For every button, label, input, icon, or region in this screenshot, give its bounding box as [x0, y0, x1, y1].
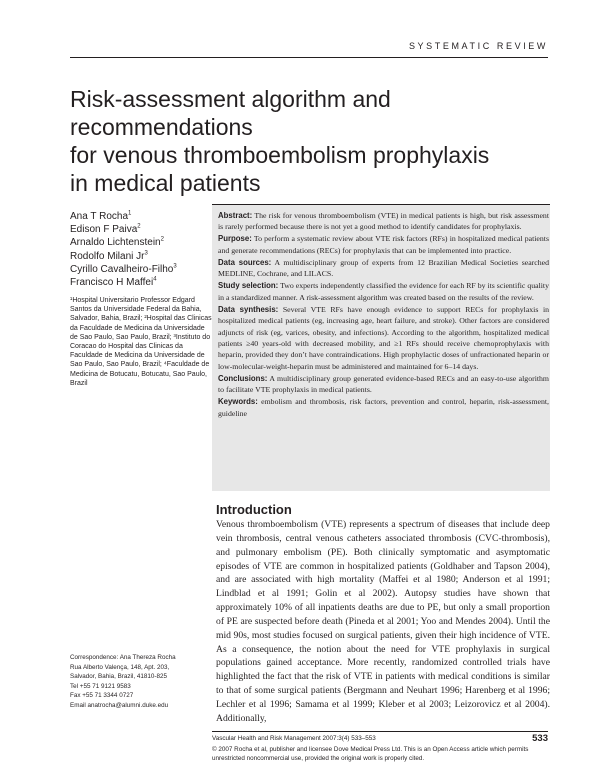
footer-rule	[212, 731, 548, 732]
correspondence-line: Tel +55 71 9121 9583	[70, 682, 131, 690]
author: Francisco H Maffei$^4$	[70, 276, 157, 289]
author: Arnaldo Lichtenstein$^2$	[70, 237, 164, 249]
author: Cyrillo Cavalheiro-Filho$^3$	[70, 263, 177, 275]
correspondence-email[interactable]: Email anatrocha@alumni.duke.edu	[70, 701, 169, 709]
abstract-paragraph: Study selection: Two experts independently classified the evidence for each RF by its scientific quality in a standardized manner. A risk-assessment algorithm was created based on the results of the review.	[218, 281, 549, 302]
correspondence-line: Correspondence: Ana Thereza Rocha	[70, 654, 176, 661]
section-heading: Introduction	[216, 502, 292, 517]
author: Ana T Rocha$^1$	[70, 210, 132, 222]
author-list	[70, 210, 210, 289]
correspondence-block	[70, 653, 212, 710]
correspondence-line: Salvador, Bahia, Brazil, 41810-825	[70, 673, 167, 680]
journal-citation: Vascular Health and Risk Management 2007:3(4) 533–553	[212, 735, 376, 742]
section-label: SYSTEMATIC REVIEW	[408, 41, 548, 51]
header-rule	[70, 57, 548, 58]
page-number: 533	[532, 733, 548, 744]
abstract-paragraph: Purpose: To perform a systematic review about VTE risk factors (RFs) in hospitalized medical patients and generate recommendations (RECs) for prophylaxis that can be implemented into practice.	[218, 234, 549, 255]
abstract-paragraph: Data synthesis: Several VTE RFs have enough evidence to support RECs for prophylaxis in hospitalized medical patients (eg, increasing age, heart failure, and stroke). Other factors are considered adjuncts of risk (eg, varices, obesity, and infections). According to the algorithm, hospitalized medical patients ≥40 years-old with decreased mobility, and ≥1 RFs should receive chemoprophylaxis with heparin, provided they don’t have contraindications. High prophylactic doses of unfractionated heparin or low-molecular-weight-heparin must be administered and maintained for 6–14 days.	[218, 304, 550, 371]
article-title	[70, 85, 560, 197]
abstract	[218, 210, 549, 420]
title-line: in medical patients	[70, 170, 261, 196]
abstract-paragraph: Data sources: A multidisciplinary group of experts from 12 Brazilian Medical Societies searched MEDLINE, Cochrane, and LILACS.	[218, 257, 549, 279]
title-line: Risk-assessment algorithm and recommendations	[70, 86, 391, 140]
correspondence-line: Rua Alberto Valença, 148, Apt. 203,	[70, 663, 170, 671]
author: Edison F Paiva$^2$	[70, 223, 141, 236]
abstract-paragraph: Abstract: The risk for venous thromboembolism (VTE) in medical patients is high, but risk assessment is rarely performed because there is not yet a good method to identify candidates for prophylaxis.	[218, 211, 550, 232]
affiliations: ¹Hospital Universitario Professor Edgard Santos da Universidade Federal da Bahia, Salvador, Bahia, Brazil; ²Hospital das Clinicas da Faculdade de Medicina da Universidade de Sao Paulo, Sao Paulo, Brazil; ³Instituto do Coracao do Hospital das Clinicas da Faculdade de Medicina da Universidade de Sao Paulo, Sao Paulo, Brazil; ⁴Faculdade de Medicina de Botucatu, Botucatu, Sao Paulo, Brazil	[70, 297, 212, 387]
keywords: Keywords: embolism and thrombosis, risk factors, prevention and control, heparin, risk-assessment, guideline	[218, 397, 549, 418]
correspondence-line: Fax +55 71 3344 0727	[70, 692, 134, 699]
abstract-paragraph: Conclusions: A multidisciplinary group generated evidence-based RECs and an easy-to-use algorithm to facilitate VTE prophylaxis in medical patients.	[218, 373, 549, 395]
author: Rodolfo Milani Jr$^3$	[70, 250, 148, 262]
copyright-notice: © 2007 Rocha et al, publisher and licensee Dove Medical Press Ltd. This is an Open Access article which permits unrestricted noncommercial use, provided the original work is properly cited.	[212, 746, 529, 762]
body-text: Venous thromboembolism (VTE) represents a spectrum of diseases that include deep vein thrombosis, central venous catheters associated thrombosis (CVC-thrombosis), and pulmonary embolism (PE). Both clinically symptomatic and asymptomatic episodes of VTE are common in hospitalized patients (Goldhaber and Tapson 2004), and are associated with high mortality (Maffei et al 1980; Anderson et al 1991; Lindblad et al 1991; Golin et al 2002). Autopsy studies have shown that approximately 10% of all inpatients deaths are due to PE, but only a small proportion of PE are suspected before death (Pineda et al 2001; Yoo and Mendes 2004). Until the mid 90s, most studies focused on surgical patients, given their high incidence of VTE. As a consequence, the notion about the need for VTE prophylaxis in surgical populations gained acceptance. More recently, randomized controlled trials have highlighted the fact that the risk of VTE in patients with medical conditions is similar to that of some surgical patients (Bergmann and Neuhart 1996; Harenberg et al 1996; Lechler et al 1996; Samama et al 1999; Kleber et al 2003; Leizorovicz et al 2004). Additionally,	[216, 519, 550, 724]
title-line: for venous thromboembolism prophylaxis	[70, 142, 490, 168]
